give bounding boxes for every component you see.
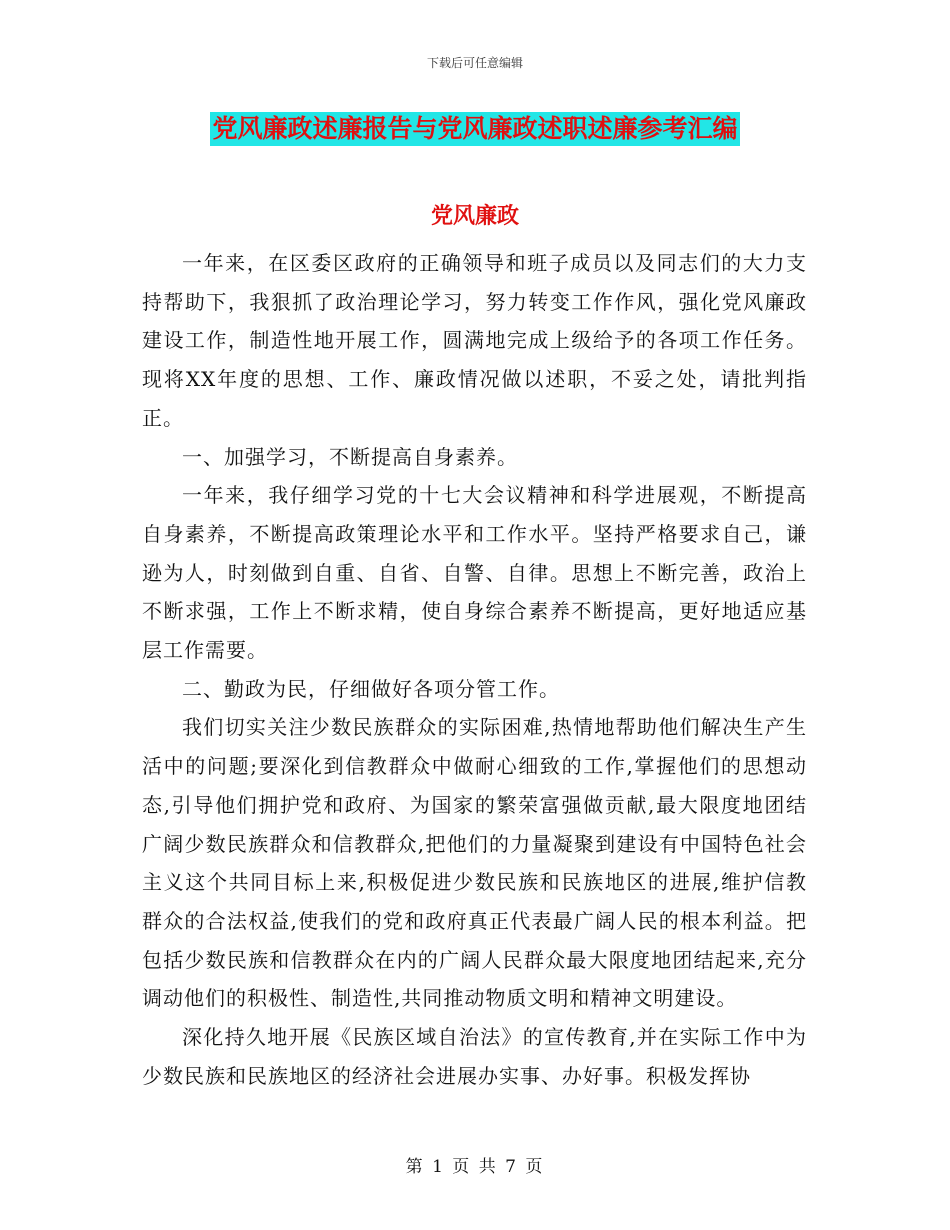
paragraph: 我们切实关注少数民族群众的实际困难,热情地帮助他们解决生产生活中的问题;要深化到信教群众中做耐心细致的工作,掌握他们的思想动态,引导他们拥护党和政府、为国家的繁荣富强做贡献,最大限度地团结广阔少数民族群众和信教群众,把他们的力量凝聚到建设有中国特色社会主义这个共同目标上来,积极促进少数民族和民族地区的进展,维护信教群众的合法权益,使我们的党和政府真正代表最广阔人民的根本利益。把包括少数民族和信教群众在内的广阔人民群众最大限度地团结起来,充分调动他们的积极性、制造性,共同推动物质文明和精神文明建设。 — [142, 715, 807, 1011]
paragraph: 一、加强学习，不断提高自身素养。 — [182, 444, 518, 469]
page-number-footer: 第 1 页 共 7 页 — [405, 1157, 545, 1177]
paragraph: 二、勤政为民，仔细做好各项分管工作。 — [182, 676, 560, 701]
paragraph: 一年来，我仔细学习党的十七大会议精神和科学进展观，不断提高自身素养，不断提高政策理论水平和工作水平。坚持严格要求自己，谦逊为人，时刻做到自重、自省、自警、自律。思想上不断完善，政治上不断求强，工作上不断求精，使自身综合素养不断提高，更好地适应基层工作需要。 — [142, 483, 807, 663]
document-title-container — [0, 112, 950, 146]
paragraph: 一年来，在区委区政府的正确领导和班子成员以及同志们的大力支持帮助下，我狠抓了政治理论学习，努力转变工作作风，强化党风廉政建设工作，制造性地开展工作，圆满地完成上级给予的各项工作任务。现将XX年度的思想、工作、廉政情况做以述职，不妥之处，请批判指正。 — [142, 251, 807, 430]
document-body — [142, 244, 807, 1095]
paragraph: 深化持久地开展《民族区域自治法》的宣传教育,并在实际工作中为少数民族和民族地区的经济社会进展办实事、办好事。积极发挥协 — [142, 1025, 807, 1088]
document-title: 党风廉政述廉报告与党风廉政述职述廉参考汇编 — [210, 112, 739, 146]
section-title: 党风廉政 — [430, 204, 519, 229]
page-header-note: 下载后可任意编辑 — [426, 56, 523, 70]
